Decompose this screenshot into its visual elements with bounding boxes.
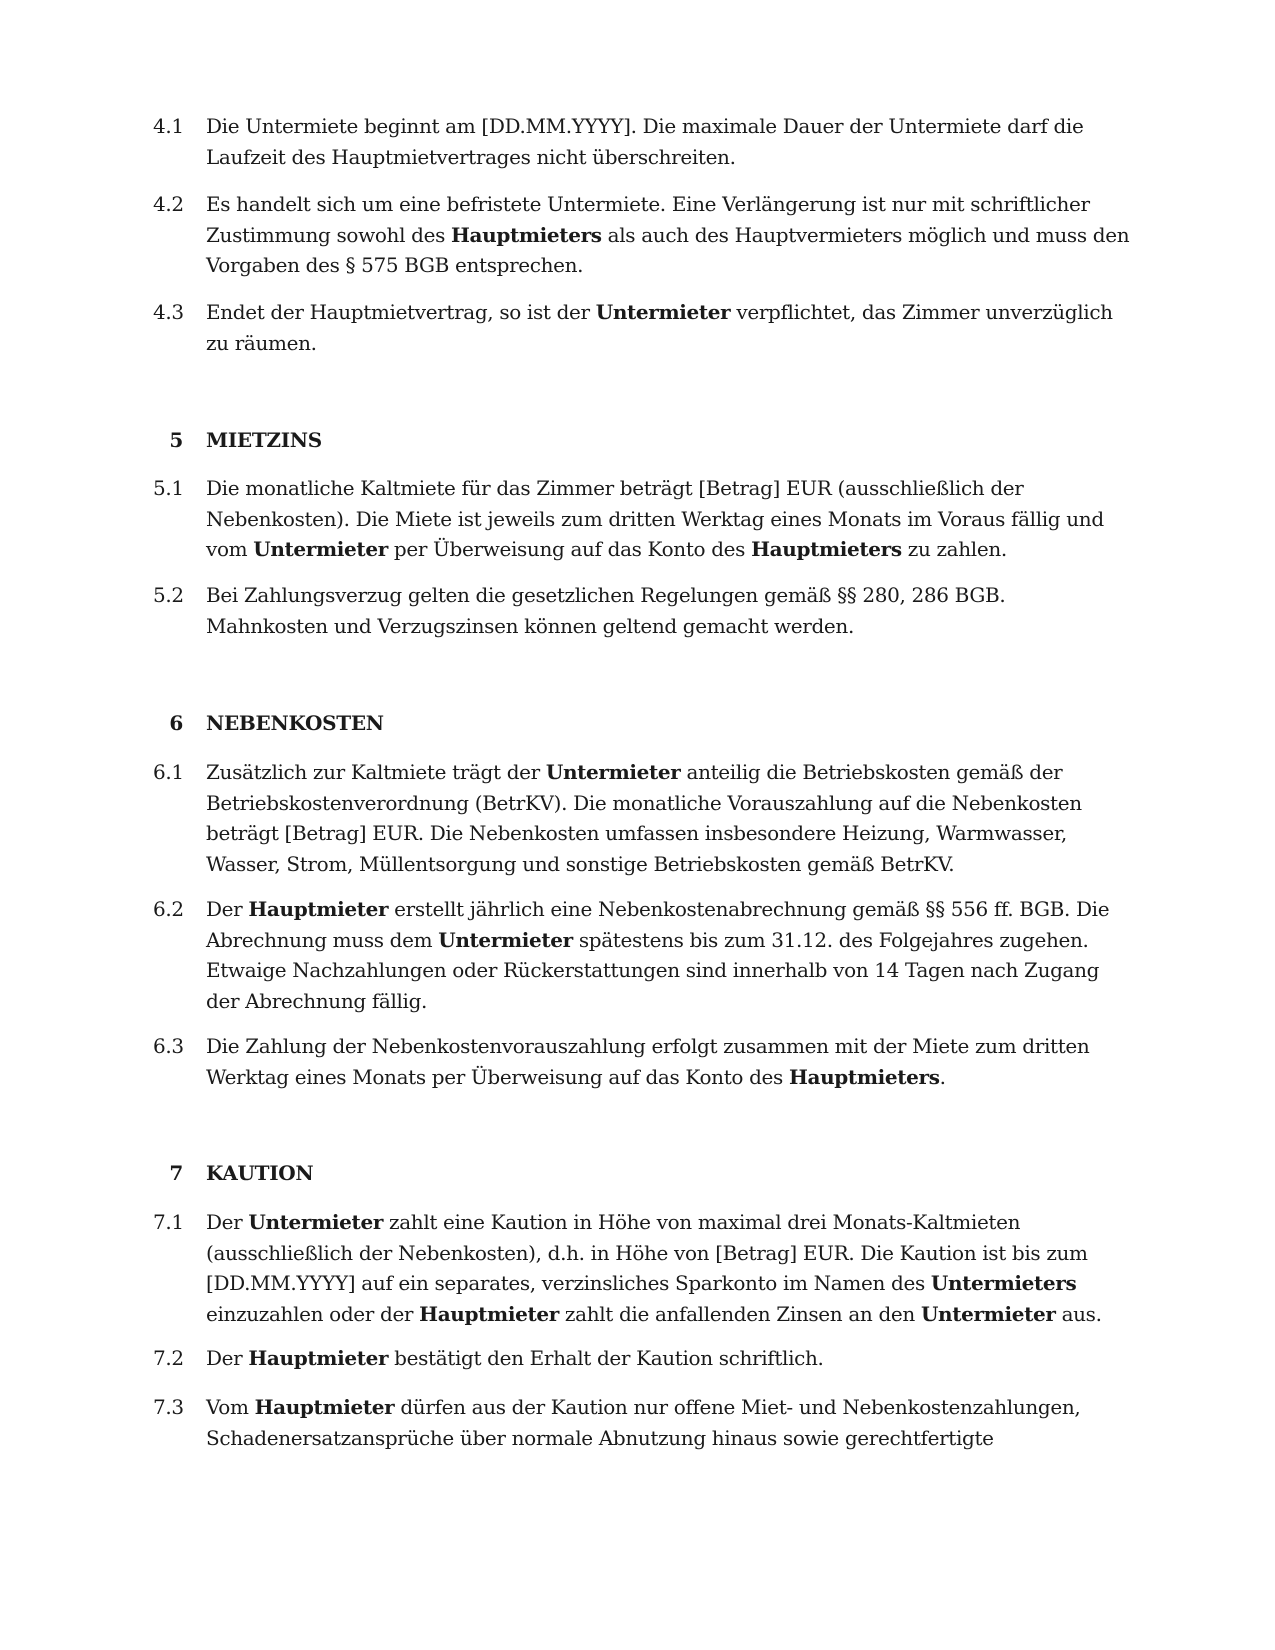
clause-5-1 (153, 473, 1133, 565)
clause-text (206, 1207, 1133, 1329)
clause-text-part: bestätigt den Erhalt der Kaution schriftlich. (388, 1346, 824, 1370)
clause-text-part: Der (206, 1210, 249, 1234)
clause-text-part: Der (206, 897, 249, 921)
clause-number: 4.1 (153, 114, 184, 138)
defined-term: Untermieter (545, 760, 681, 784)
clause-4-3 (153, 297, 1133, 358)
clause-text-part: Der (206, 1346, 249, 1370)
defined-term: Untermieter (248, 1210, 384, 1234)
clause-7-2 (153, 1343, 1133, 1374)
clause-text-part: . (939, 1064, 946, 1089)
defined-term: Hauptmieter (248, 897, 389, 921)
clause-number: 7.1 (153, 1210, 184, 1234)
clause-4-1 (153, 111, 1133, 172)
clause-7-1 (153, 1207, 1133, 1329)
section-title: NEBENKOSTEN (206, 711, 384, 735)
clause-6-3 (153, 1031, 1133, 1092)
clause-text-part: zahlt eine Kaution in Höhe von maximal drei Monats-Kaltmieten (ausschließlich der Nebenkosten), d.h. in Höhe von [Betrag] EUR. Die Kaution ist bis zum [DD.MM.YYYY] auf ein separates, verzinsliches Sparkonto im Namen des (206, 1210, 1088, 1295)
defined-term: Untermieter (438, 927, 573, 952)
defined-term: Hauptmieters (751, 537, 902, 561)
clause-text-part: als auch des Hauptvermieters möglich und muss den Vorgaben des § 575 BGB entsprechen. (206, 222, 1130, 277)
clause-text (206, 757, 1133, 879)
clause-4-2 (153, 189, 1133, 281)
clause-number: 6.1 (153, 760, 184, 784)
clause-text-part: zu zahlen. (901, 537, 1007, 561)
clause-text (206, 894, 1133, 1016)
clause-number: 5.1 (153, 476, 184, 500)
clause-text-part: Die Untermiete beginnt am [DD.MM.YYYY]. Die maximale Dauer der Untermiete darf die Laufzeit des Hauptmietvertrages nicht überschreiten. (206, 114, 1084, 169)
section-heading-7 (153, 1158, 1053, 1188)
clause-text-part: Bei Zahlungsverzug gelten die gesetzlichen Regelungen gemäß §§ 280, 286 BGB. Mahnkosten und Verzugszinsen können geltend gemacht werden. (206, 583, 1006, 638)
clause-text-part: Es handelt sich um eine befristete Untermiete. Eine Verlängerung ist nur mit schriftlicher Zustimmung sowohl des (206, 192, 1090, 247)
clause-text-part: spätestens bis zum 31.12. des Folgejahres zugehen. Etwaige Nachzahlungen oder Rückerstattungen sind innerhalb von 14 Tagen nach Zugang der Abrechnung fällig. (206, 927, 1100, 1013)
clause-text (206, 111, 1133, 172)
clause-text-part: dürfen aus der Kaution nur offene Miet- und Nebenkostenzahlungen, Schadenersatzansprüche über normale Abnutzung hinaus sowie gerechtfertigte (206, 1395, 1081, 1450)
clause-text-part: einzuzahlen oder der (206, 1301, 420, 1326)
defined-term: Hauptmieter (248, 1346, 389, 1370)
clause-text (206, 297, 1133, 358)
defined-term: Hauptmieter (419, 1301, 559, 1326)
clause-6-2 (153, 894, 1133, 1016)
clause-text (206, 1392, 1133, 1453)
section-number: 5 (169, 428, 183, 452)
clause-text-part: anteilig die Betriebskosten gemäß der Betriebskostenverordnung (BetrKV). Die monatliche Vorauszahlung auf die Nebenkosten beträgt [Betrag] EUR. Die Nebenkosten umfassen insbesondere Heizung, Warmwasser, Wasser, Strom, Müllentsorgung und sonstige Betriebskosten gemäß BetrKV. (206, 760, 1082, 876)
clause-number: 7.3 (153, 1395, 184, 1419)
section-number: 7 (169, 1161, 183, 1185)
clause-7-3 (153, 1392, 1133, 1453)
section-heading-5 (153, 425, 1053, 455)
clause-text-part: Endet der Hauptmietvertrag, so ist der (206, 300, 596, 324)
clause-text-part: verpflichtet, das Zimmer unverzüglich zu räumen. (206, 300, 1113, 355)
clause-text-part: Vom (206, 1395, 255, 1419)
clause-text (206, 1343, 1133, 1374)
defined-term: Untermieter (595, 300, 731, 324)
clause-text-part: zahlt die anfallenden Zinsen an den (558, 1301, 921, 1326)
section-number: 6 (169, 711, 183, 735)
defined-term: Hauptmieters (788, 1064, 940, 1089)
clause-text (206, 473, 1133, 565)
clause-number: 6.3 (153, 1034, 184, 1058)
clause-text (206, 189, 1133, 281)
clause-number: 4.2 (153, 192, 184, 216)
defined-term: Untermieter (920, 1301, 1056, 1326)
clause-text-part: Zusätzlich zur Kaltmiete trägt der (206, 760, 546, 784)
clause-number: 7.2 (153, 1346, 184, 1370)
defined-term: Hauptmieter (254, 1395, 395, 1419)
clause-text-part: per Überweisung auf das Konto des (387, 537, 752, 561)
clause-6-1 (153, 757, 1133, 879)
clause-text-part: Die monatliche Kaltmiete für das Zimmer beträgt [Betrag] EUR (ausschließlich der Nebenkosten). Die Miete ist jeweils zum dritten Werktag eines Monats im Voraus fällig und vom (206, 476, 1104, 561)
section-title: MIETZINS (206, 428, 322, 452)
defined-term: Untermieter (253, 537, 388, 561)
clause-text-part: erstellt jährlich eine Nebenkostenabrechnung gemäß §§ 556 ff. BGB. Die Abrechnung muss dem (206, 897, 1110, 952)
clause-5-2 (153, 580, 1133, 641)
section-heading-6 (153, 708, 1053, 738)
defined-term: Untermieters (930, 1271, 1077, 1295)
defined-term: Hauptmieters (451, 222, 602, 247)
clause-text (206, 1031, 1133, 1092)
clause-number: 6.2 (153, 897, 184, 921)
clause-text-part: aus. (1055, 1301, 1102, 1326)
section-title: KAUTION (206, 1161, 314, 1185)
clause-number: 5.2 (153, 583, 184, 607)
clause-text-part: Die Zahlung der Nebenkostenvorauszahlung erfolgt zusammen mit der Miete zum dritten Werktag eines Monats per Überweisung auf das Konto des (206, 1034, 1090, 1089)
clause-text (206, 580, 1133, 641)
clause-number: 4.3 (153, 300, 184, 324)
